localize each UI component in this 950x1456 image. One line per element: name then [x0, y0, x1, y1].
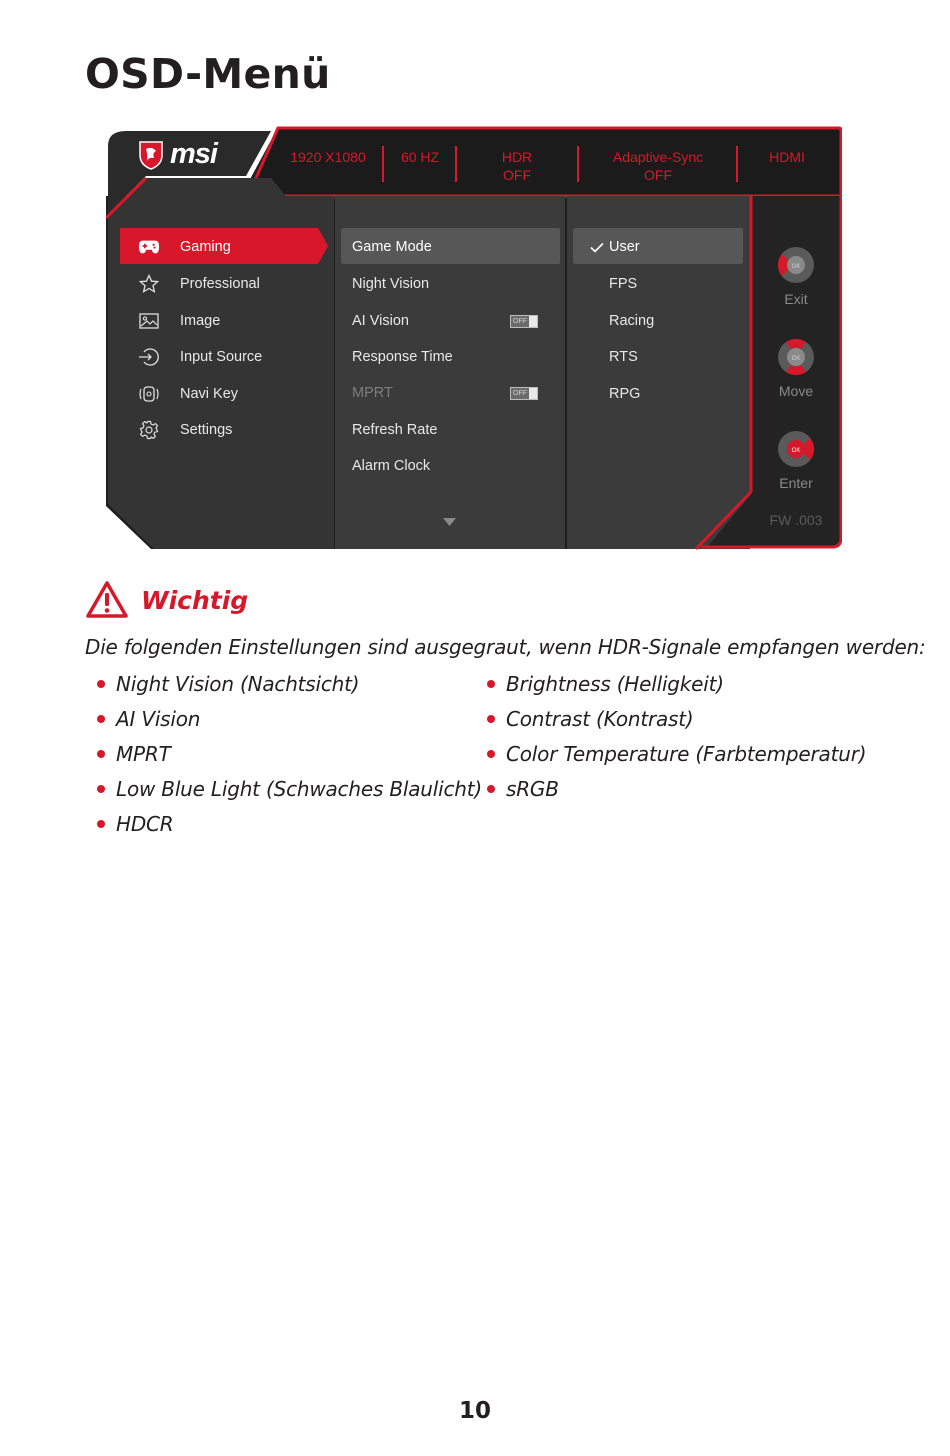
- page-number: 10: [458, 1398, 491, 1424]
- joystick-updown-icon: [773, 336, 819, 378]
- sub-menu-item-mprt: MPRT OFF: [341, 375, 560, 411]
- list-item: Brightness (Helligkeit): [487, 666, 866, 701]
- mprt-toggle: OFF: [510, 387, 538, 400]
- list-item: sRGB: [487, 771, 866, 806]
- status-input: HDMI: [769, 149, 805, 165]
- option-racing[interactable]: Racing: [609, 313, 655, 329]
- sub-menu-item-alarm-clock[interactable]: Alarm Clock: [352, 458, 431, 474]
- option-rpg[interactable]: RPG: [609, 386, 641, 402]
- gear-icon: [138, 419, 160, 441]
- main-menu-item-professional[interactable]: Professional: [120, 266, 260, 302]
- gamepad-icon: [138, 236, 160, 258]
- status-resolution: 1920 X1080: [290, 149, 366, 165]
- svg-text:OK: OK: [791, 264, 801, 270]
- option-fps[interactable]: FPS: [609, 276, 638, 292]
- sub-menu-item-game-mode[interactable]: Game Mode: [352, 239, 432, 255]
- option-user[interactable]: User: [573, 229, 743, 265]
- option-rts[interactable]: RTS: [609, 349, 638, 365]
- main-menu-item-navi-key[interactable]: Navi Key: [120, 376, 238, 412]
- status-adaptive-sync: Adaptive-Sync OFF: [612, 149, 704, 183]
- notice-header: [85, 580, 248, 620]
- joystick-enter-icon: [773, 428, 819, 470]
- main-menu-item-gaming[interactable]: Gaming: [120, 229, 320, 265]
- enter-key: OK Enter: [751, 428, 841, 491]
- navi-key-icon: [138, 383, 160, 405]
- dragon-shield-icon: [138, 140, 164, 170]
- main-menu-item-settings[interactable]: Settings: [120, 412, 232, 448]
- ai-vision-toggle[interactable]: OFF: [510, 315, 538, 328]
- exit-key: OK Exit: [751, 244, 841, 307]
- warning-icon: [85, 580, 129, 620]
- main-menu-item-image[interactable]: Image: [120, 303, 220, 339]
- sub-menu-item-ai-vision[interactable]: AI Vision OFF: [341, 303, 560, 339]
- firmware-version: FW .003: [769, 512, 823, 528]
- list-item: AI Vision: [97, 701, 482, 736]
- joystick-left-icon: [773, 244, 819, 286]
- hdr-disabled-list-left: [97, 666, 482, 841]
- list-item: MPRT: [97, 736, 482, 771]
- hdr-disabled-list-right: [487, 666, 866, 806]
- svg-text:OK: OK: [791, 448, 801, 454]
- svg-text:OK: OK: [791, 356, 801, 362]
- check-icon: [573, 242, 609, 253]
- list-item: Night Vision (Nachtsicht): [97, 666, 482, 701]
- msi-logo: msi: [138, 138, 217, 171]
- status-refresh: 60 HZ: [400, 149, 440, 165]
- status-hdr: HDR OFF: [501, 149, 533, 183]
- list-item: Low Blue Light (Schwaches Blaulicht): [97, 771, 482, 806]
- image-icon: [138, 310, 160, 332]
- move-key: OK Move: [751, 336, 841, 399]
- sub-menu-item-refresh-rate[interactable]: Refresh Rate: [352, 422, 438, 438]
- list-item: Color Temperature (Farbtemperatur): [487, 736, 866, 771]
- input-source-icon: [138, 346, 160, 368]
- main-menu-item-input-source[interactable]: Input Source: [120, 339, 262, 375]
- page-title: OSD-Menü: [85, 50, 331, 98]
- list-item: HDCR: [97, 806, 482, 841]
- star-icon: [138, 273, 160, 295]
- sub-menu-item-night-vision[interactable]: Night Vision: [352, 276, 430, 292]
- sub-menu-item-response-time[interactable]: Response Time: [352, 349, 453, 365]
- notice-text: Die folgenden Einstellungen sind ausgegraut, wenn HDR-Signale empfangen werden:: [85, 635, 926, 659]
- list-item: Contrast (Kontrast): [487, 701, 866, 736]
- notice-title: Wichtig: [141, 585, 249, 615]
- osd-menu-screenshot: [106, 126, 842, 552]
